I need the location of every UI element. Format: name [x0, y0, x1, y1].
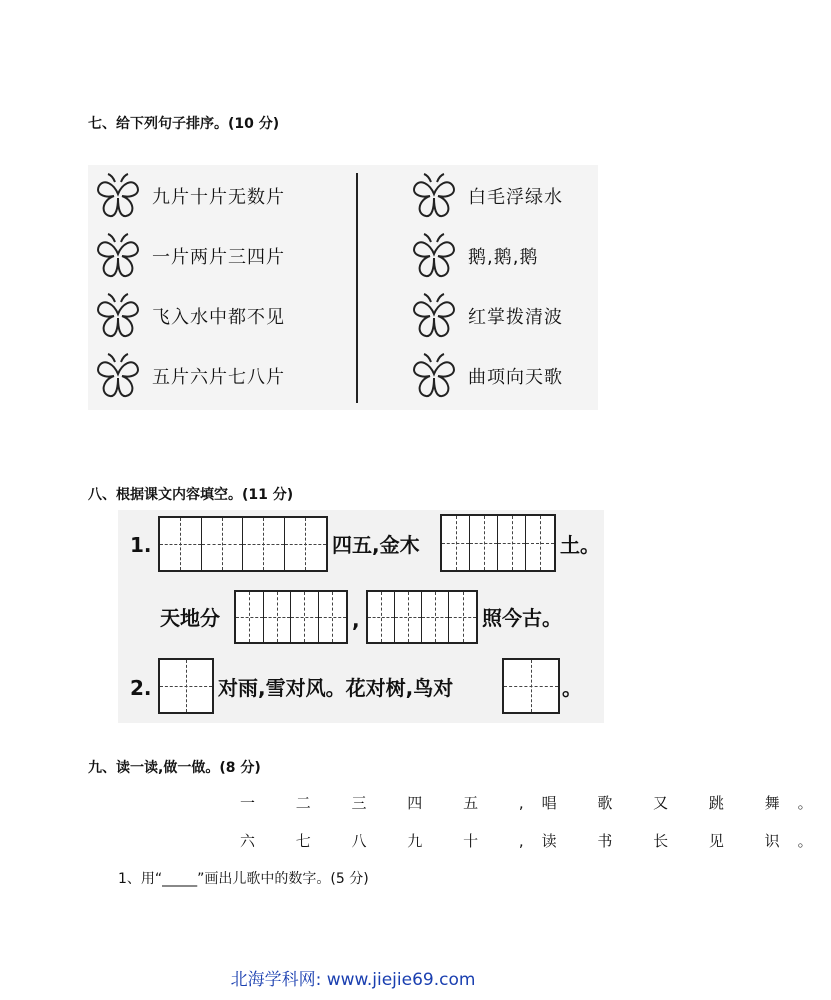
fill-text-3: 天地分 [160, 606, 220, 630]
sentence-card-left-1[interactable] [94, 171, 285, 221]
sentence-text: 白毛浮绿水 [468, 187, 563, 208]
butterfly-icon [410, 292, 458, 340]
butterfly-icon [94, 292, 142, 340]
poem-line-2: 六 七 八 九 十 ,读 书 长 见 识。 [240, 832, 831, 850]
sentence-card-left-4[interactable] [94, 351, 285, 401]
section-9-heading: 九、读一读,做一做。(8 分) [88, 760, 261, 776]
fill-grid-5[interactable] [158, 658, 214, 714]
sentence-text: 曲项向天歌 [468, 367, 563, 388]
sentence-text: 飞入水中都不见 [152, 307, 285, 328]
question-1: 1、用“_____”画出儿歌中的数字。(5 分) [118, 871, 369, 887]
fill-grid-4[interactable] [366, 590, 478, 644]
fill-text-4: , [352, 608, 360, 632]
fill-grid-1[interactable] [158, 516, 328, 572]
fill-text-2: 土。 [560, 533, 600, 557]
section-8-heading: 八、根据课文内容填空。(11 分) [88, 487, 294, 503]
item-number-2: 2. [130, 676, 152, 700]
butterfly-icon [94, 352, 142, 400]
sentence-card-right-1[interactable] [410, 171, 563, 221]
fill-text-5: 照今古。 [482, 606, 562, 630]
sentence-card-right-2[interactable] [410, 231, 538, 281]
butterfly-icon [410, 172, 458, 220]
butterfly-icon [410, 232, 458, 280]
fill-text-7: 。 [562, 676, 582, 700]
sentence-text: 红掌拨清波 [468, 307, 563, 328]
fill-grid-6[interactable] [502, 658, 560, 714]
sentence-text: 一片两片三四片 [152, 247, 285, 268]
footer-watermark: 北海学科网: www.jiejie69.com [230, 970, 476, 990]
butterfly-icon [94, 172, 142, 220]
fill-grid-3[interactable] [234, 590, 348, 644]
fill-blank-panel [118, 510, 604, 723]
panel-divider [356, 173, 358, 403]
sentence-text: 九片十片无数片 [152, 187, 285, 208]
sentence-card-right-3[interactable] [410, 291, 563, 341]
sentence-card-left-2[interactable] [94, 231, 285, 281]
sentence-card-left-3[interactable] [94, 291, 285, 341]
fill-text-6: 对雨,雪对风。花对树,鸟对 [218, 676, 454, 700]
sentence-text: 五片六片七八片 [152, 367, 285, 388]
butterfly-icon [94, 232, 142, 280]
sentence-card-right-4[interactable] [410, 351, 563, 401]
poem-line-1: 一 二 三 四 五 ,唱 歌 又 跳 舞。 [240, 794, 831, 812]
fill-text-1: 四五,金木 [332, 533, 420, 557]
section-7-heading: 七、给下列句子排序。(10 分) [88, 116, 280, 132]
item-number-1: 1. [130, 533, 152, 557]
sentence-text: 鹅,鹅,鹅 [468, 247, 539, 268]
butterfly-panel [88, 165, 598, 410]
butterfly-icon [410, 352, 458, 400]
fill-grid-2[interactable] [440, 514, 556, 572]
